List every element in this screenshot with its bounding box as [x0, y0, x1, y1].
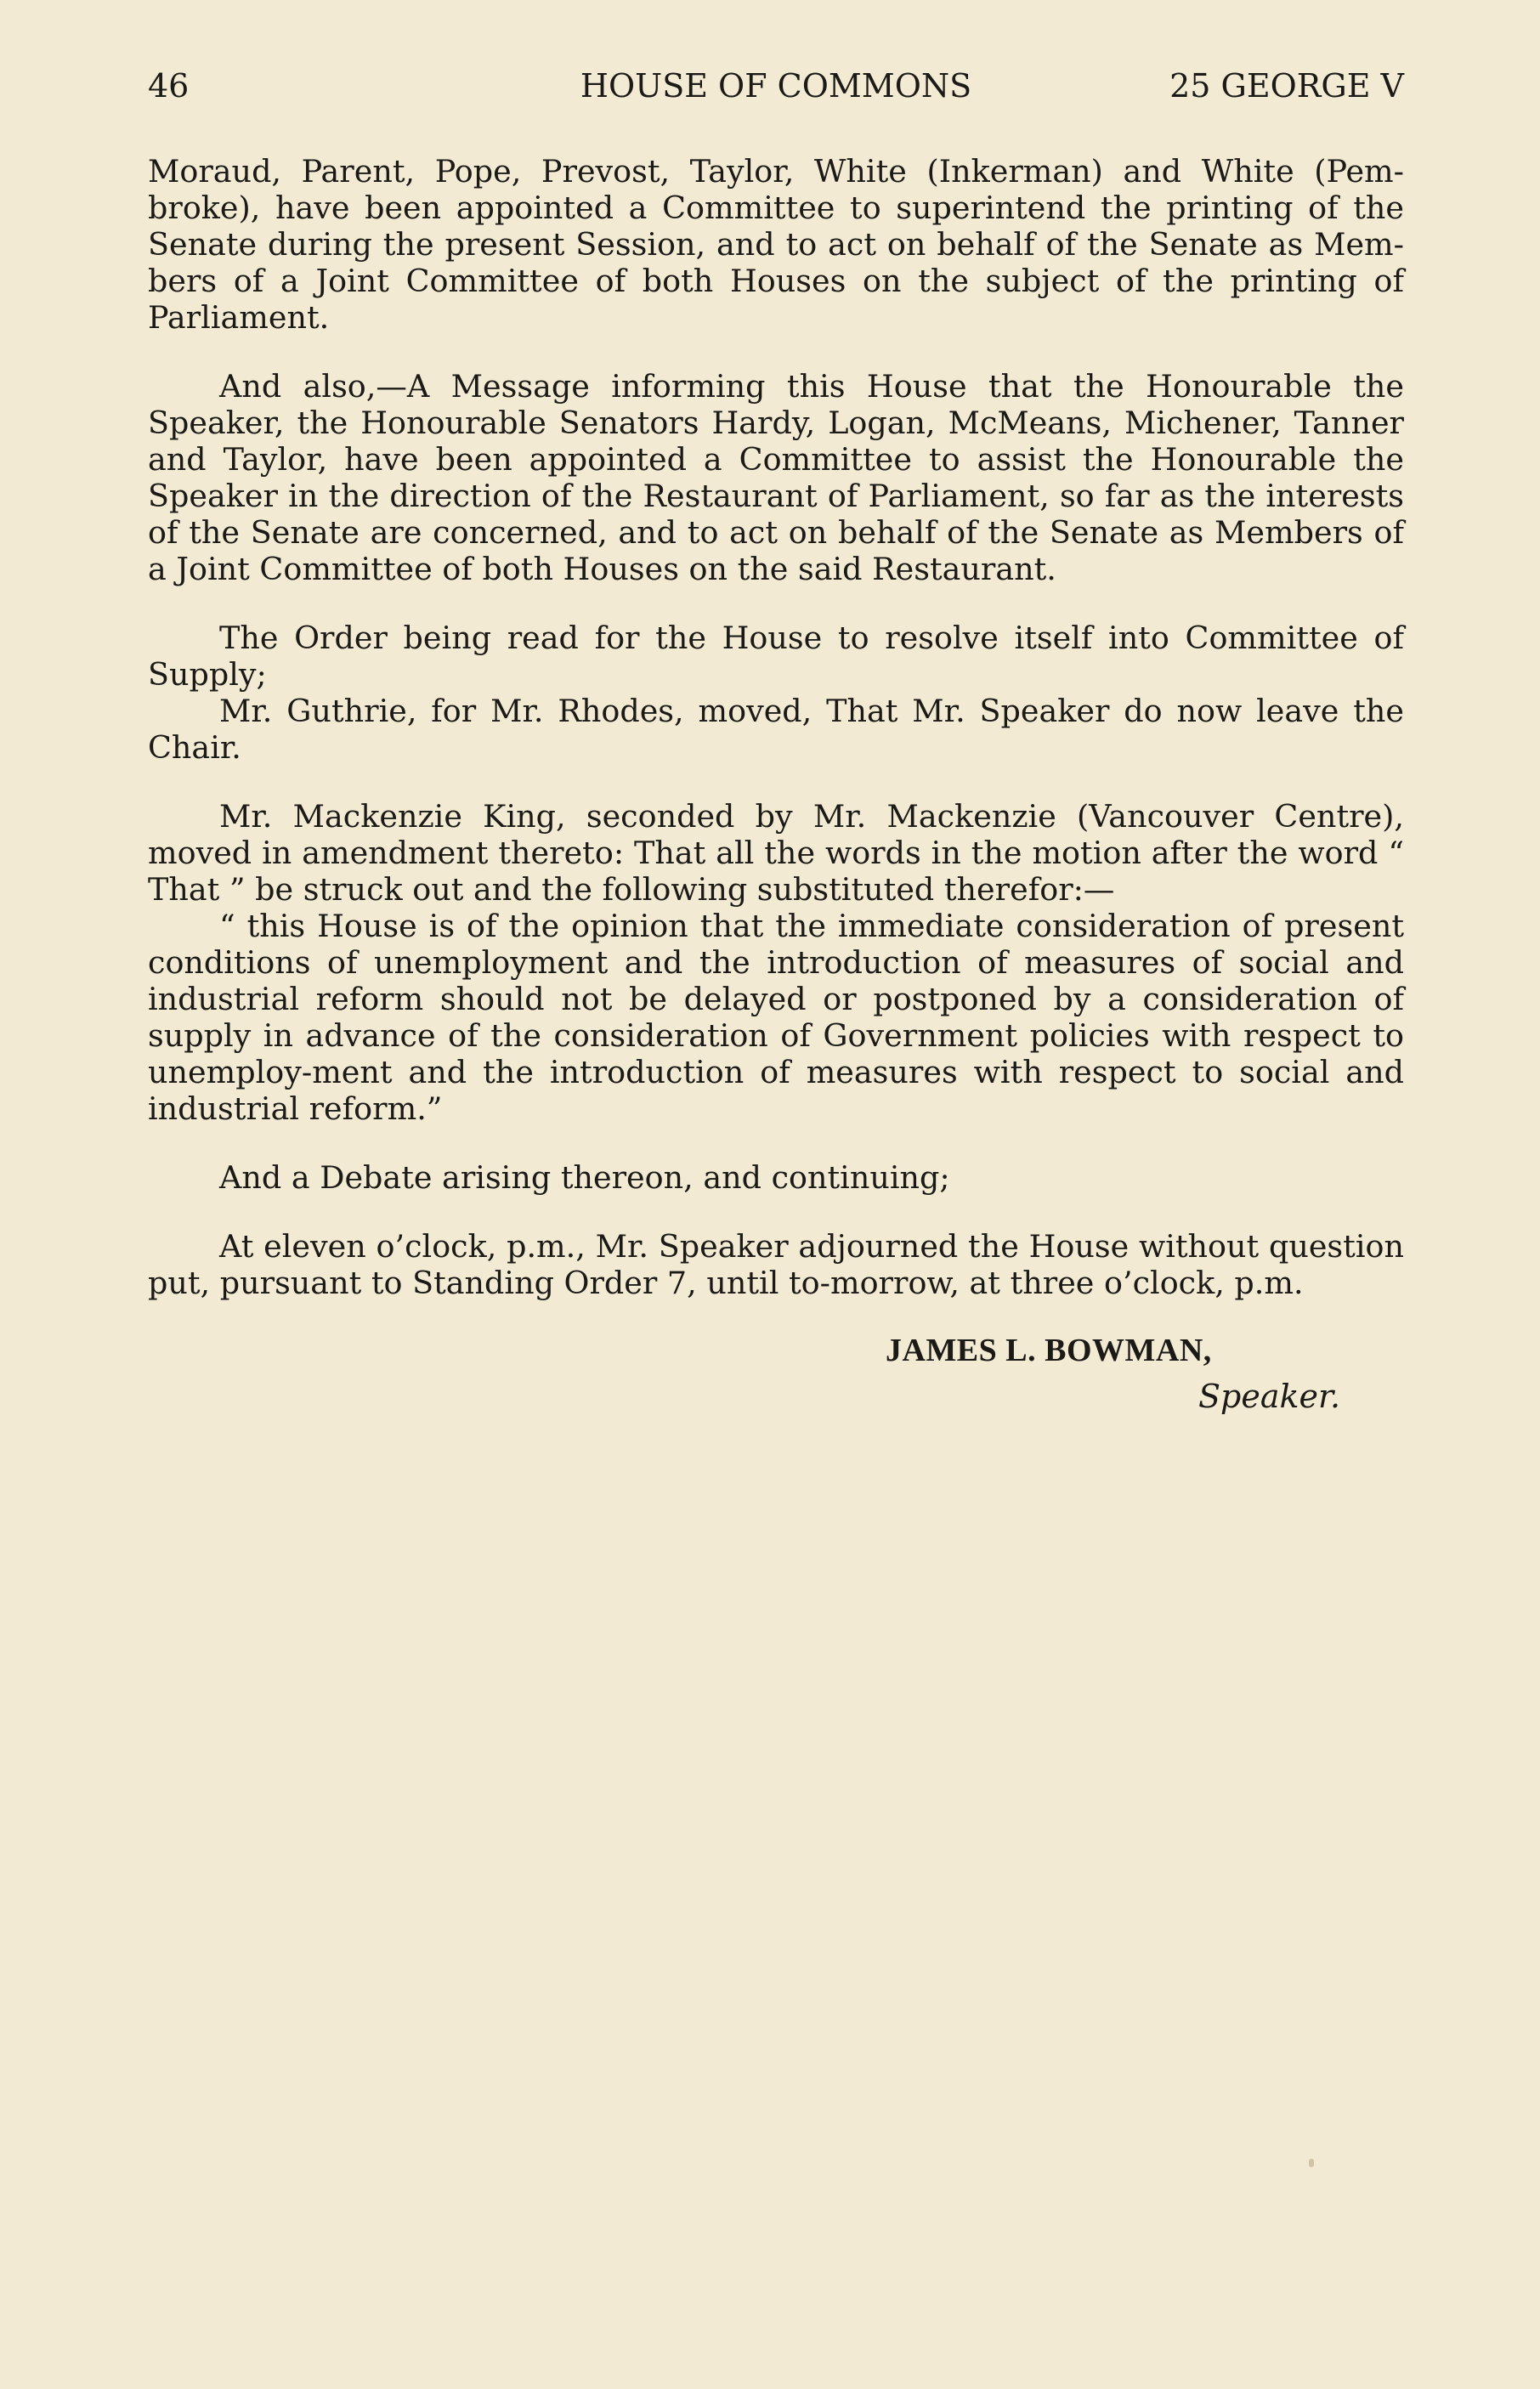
- paragraph-restaurant-committee: And also,—A Message informing this House that the Honourable the Speaker, the Honourable Senators Hardy, Logan, McMeans, Michener, Tanner and Taylor, have been appointed a Committee to assist the Honourable the Speaker in the direction of the Restaurant of Parliament, so far as the interests of the Senate are concerned, and to act on behalf of the Senate as Members of a Joint Committee of both Houses on the said Restaurant.: [148, 368, 1404, 587]
- paragraph-adjournment: At eleven o’clock, p.m., Mr. Speaker adjourned the House without question put, pursuant to Standing Order 7, until to-morrow, at three o’clock, p.m.: [148, 1228, 1404, 1301]
- signature-title: Speaker.: [1198, 1378, 1341, 1415]
- paragraph-order-of-supply: The Order being read for the House to resolve itself into Committee of Supply;: [148, 620, 1404, 693]
- paragraph-debate: And a Debate arising thereon, and continuing;: [219, 1159, 950, 1196]
- signature-name: JAMES L. BOWMAN,: [886, 1333, 1212, 1368]
- paragraph-king-amendment: Mr. Mackenzie King, seconded by Mr. Mackenzie (Vancouver Centre), moved in amendment thereto: That all the words in the motion after the word “ That ” be struck out and the following substituted therefor:—: [148, 798, 1404, 908]
- page-number: 46: [148, 67, 190, 105]
- reign-year: 25 GEORGE V: [1169, 67, 1404, 105]
- paragraph-guthrie-motion: Mr. Guthrie, for Mr. Rhodes, moved, That Mr. Speaker do now leave the Chair.: [148, 693, 1404, 766]
- running-title: HOUSE OF COMMONS: [580, 67, 972, 105]
- page-body: [148, 153, 1404, 1301]
- paper-speck: [1309, 2159, 1314, 2167]
- page-header: [148, 65, 1404, 107]
- paragraph-senate-printing-committee: Moraud, Parent, Pope, Prevost, Taylor, White (Inkerman) and White (Pem-broke), have been appointed a Committee to superintend the printing of the Senate during the present Session, and to act on behalf of the Senate as Mem-bers of a Joint Committee of both Houses on the subject of the printing of Parliament.: [148, 153, 1404, 336]
- paragraph-amendment-text: “ this House is of the opinion that the immediate consideration of present conditions of unemployment and the introduction of measures of social and industrial reform should not be delayed or postponed by a consideration of supply in advance of the consideration of Government policies with respect to unemploy-ment and the introduction of measures with respect to social and industrial reform.”: [148, 908, 1404, 1127]
